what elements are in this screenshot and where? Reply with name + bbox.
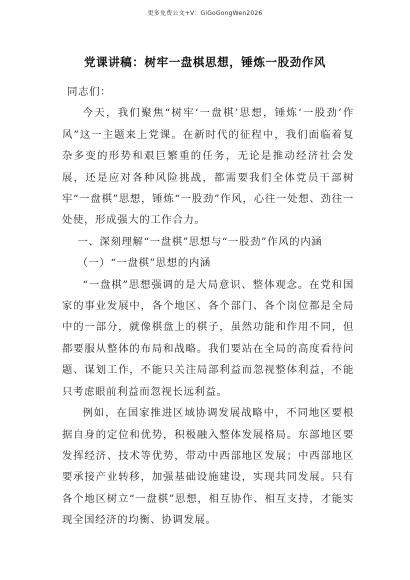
body-paragraph: “一盘棋”思想强调的是大局意识、整体观念。在党和国家的事业发展中，各个地区、各个部门、各个岗位都是全局中的一部分，就像棋盘上的棋子，虽然功能和作用不同，但都要服从整体的布局和战略。我们要站在全局的高度看待问题、谋划工作，不能只关注局部利益而忽视整体利益，不能只考虑眼前利益而忽视长远利益。 (62, 278, 354, 398)
document-body (62, 82, 354, 532)
section-heading: 一、深刻理解“一盘棋”思想与“一股劲”作风的内涵 (77, 235, 323, 248)
intro-paragraph: 今天，我们聚焦“树牢‘一盘棋’思想，锤炼‘一股劲’作风”这一主题来上党课。在新时代的征程中，我们面临着复杂多变的形势和艰巨繁重的任务，无论是推动经济社会发展，还是应对各种风险挑战，都需要我们全体党员干部树牢“一盘棋”思想，锤炼“一股劲”作风，心往一处想、劲往一处使，形成强大的工作合力。 (62, 107, 354, 227)
subsection-heading: （一）“一盘棋”思想的内涵 (77, 257, 211, 270)
header-note: 更多免费公文+V：GiGoGongWen2026 (147, 10, 263, 17)
body-paragraph: 例如，在国家推进区域协调发展战略中，不同地区要根据自身的定位和优势，积极融入整体发展格局。东部地区要发挥经济、技术等优势，带动中西部地区发展；中西部地区要承接产业转移，加强基础设施建设，实现共同发展。只有各个地区树立“一盘棋”思想，相互协作、相互支持，才能实现全国经济的均衡、协调发展。 (62, 407, 354, 527)
salutation: 同志们： (67, 86, 112, 98)
document-title: 党课讲稿：树牢一盘棋思想，锤炼一股劲作风 (84, 55, 326, 69)
